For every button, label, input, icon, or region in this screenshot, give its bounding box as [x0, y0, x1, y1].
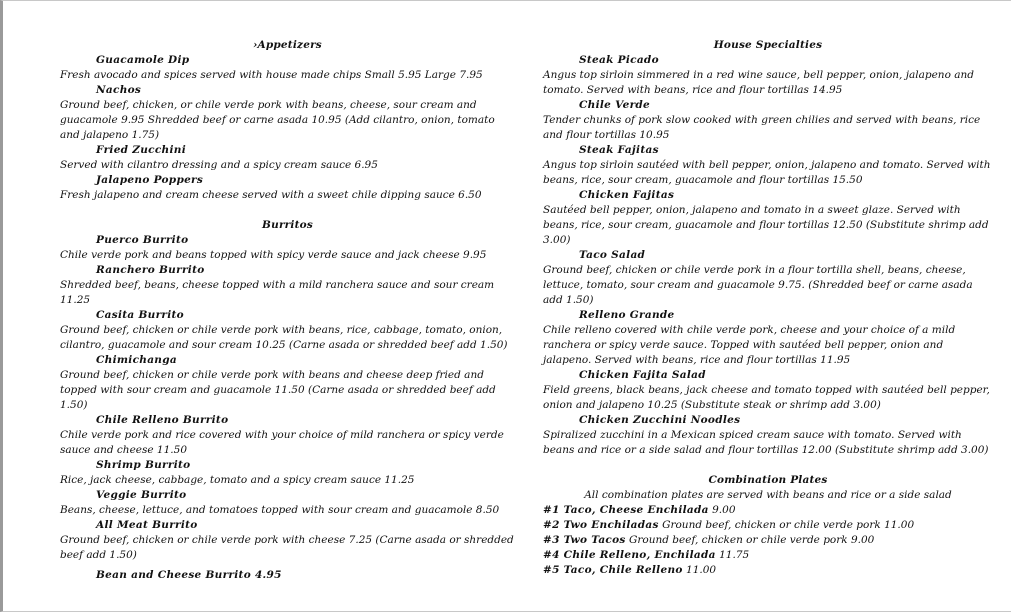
menu-item-description: Spiralized zucchini in a Mexican spiced cream sauce with tomato. Served with beans and rice or a side salad and flour tortillas 12.00 (Substitute shrimp add 3.00) — [543, 429, 989, 456]
menu-item-description: Chile verde pork and beans topped with spicy verde sauce and jack cheese 9.95 — [60, 249, 487, 261]
combo-label: #1 Taco, Cheese Enchilada — [543, 504, 709, 516]
combo-detail: Ground beef, chicken or chile verde pork 11.00 — [658, 519, 915, 531]
combo-detail: Ground beef, chicken or chile verde pork 9.00 — [625, 534, 875, 546]
menu-item-name: Relleno Grande — [579, 309, 675, 321]
menu-item-name: Steak Fajitas — [579, 144, 659, 156]
menu-item-name: Chicken Fajita Salad — [579, 369, 706, 381]
menu-item-name: Bean and Cheese Burrito 4.95 — [96, 569, 282, 581]
right-column — [543, 38, 993, 578]
combo-label: #2 Two Enchiladas — [543, 519, 659, 531]
menu-item-description: Angus top sirloin simmered in a red wine sauce, bell pepper, onion, jalapeno and tomato. Served with beans, rice and flour tortillas 14.95 — [543, 69, 974, 96]
menu-item-description: Shredded beef, beans, cheese topped with a mild ranchera sauce and sour cream 11.25 — [60, 279, 495, 306]
appetizers-heading: ›Appetizers — [253, 39, 322, 51]
combo-item — [543, 503, 993, 518]
menu-item-name: All Meat Burrito — [96, 519, 198, 531]
combo-item — [543, 548, 993, 563]
menu-item-description: Field greens, black beans, jack cheese and tomato topped with sautéed bell pepper, onion and jalapeno 10.25 (Substitute steak or shrimp add 3.00) — [543, 384, 990, 411]
menu-item-name: Puercο Burrito — [96, 234, 189, 246]
menu-item-description: Fresh jalapeno and cream cheese served with a sweet chile dipping sauce 6.50 — [60, 189, 482, 201]
menu-item-description: Chile relleno covered with chile verde pork, cheese and your choice of a mild ranchera or spicy verde sauce. Topped with sautéed bell pepper, onion and jalapeno. Served with beans, rice and flour tortillas 11.95 — [543, 324, 956, 366]
menu-item-name: Taco Salad — [579, 249, 646, 261]
menu-item-name: Steak Picado — [579, 54, 659, 66]
menu-item-description: Sautéed bell pepper, onion, jalapeno and tomato in a sweet glaze. Served with beans, rice, sour cream, guacamole and flour tortillas 12.50 (Substitute shrimp add 3.00) — [543, 204, 989, 246]
menu-item-name: Jalapeno Poppers — [96, 174, 204, 186]
combo-label: #5 Taco, Chile Relleno — [543, 564, 683, 576]
menu-item-name: Ranchero Burrito — [96, 264, 205, 276]
menu-item-description: Ground beef, chicken or chile verde pork in a flour tortilla shell, beans, cheese, lettuce, tomato, sour cream and guacamole 9.75. (Shredded beef or carne asada add 1.50) — [543, 264, 973, 306]
menu-item-description: Ground beef, chicken or chile verde pork with beans, rice, cabbage, tomato, onion, cilantro, guacamole and sour cream 10.25 (Carne asada or shredded beef add 1.50) — [60, 324, 508, 351]
menu-item-description: Rice, jack cheese, cabbage, tomato and a spicy cream sauce 11.25 — [60, 474, 415, 486]
menu-item-description: Chile verde pork and rice covered with your choice of mild ranchera or spicy verde sauce and cheese 11.50 — [60, 429, 504, 456]
burritos-heading: Burritos — [262, 219, 313, 231]
menu-item-description: Ground beef, chicken or chile verde pork with beans and cheese deep fried and topped with sour cream and guacamole 11.50 (Carne asada or shredded beef add 1.50) — [60, 369, 496, 411]
combo-label: #4 Chile Relleno, Enchilada — [543, 549, 716, 561]
menu-item-name: Guacamole Dip — [96, 54, 190, 66]
combo-item — [543, 518, 993, 533]
menu-item-description: Fresh avocado and spices served with house made chips Small 5.95 Large 7.95 — [60, 69, 483, 81]
house-specialties-heading: House Specialties — [713, 39, 823, 51]
left-column — [60, 38, 515, 583]
combo-item — [543, 533, 993, 548]
menu-item-description: Served with cilantro dressing and a spicy cream sauce 6.95 — [60, 159, 378, 171]
menu-item-name: Casita Burrito — [96, 309, 184, 321]
combo-detail: 11.00 — [682, 564, 717, 576]
combo-detail: 11.75 — [715, 549, 750, 561]
menu-item-name: Nachos — [96, 84, 142, 96]
menu-item-name: Chicken Zucchini Noodles — [579, 414, 741, 426]
combination-plates-subtitle: All combination plates are served with beans and rice or a side salad — [584, 489, 952, 501]
menu-item-description: Beans, cheese, lettuce, and tomatoes topped with sour cream and guacamole 8.50 — [60, 504, 500, 516]
menu-item-name: Chimichanga — [96, 354, 177, 366]
menu-item-description: Angus top sirloin sautéed with bell pepper, onion, jalapeno and tomato. Served with beans, rice, sour cream, guacamole and flour tortillas 15.50 — [543, 159, 991, 186]
combo-detail: 9.00 — [708, 504, 736, 516]
menu-item-description: Ground beef, chicken, or chile verde pork with beans, cheese, sour cream and guacamole 9.95 Shredded beef or carne asada 10.95 (Add cilantro, onion, tomato and jalapeno 1.75) — [60, 99, 495, 141]
menu-item-name: Fried Zucchini — [96, 144, 186, 156]
menu-item-name: Chile Relleno Burrito — [96, 414, 229, 426]
menu-item-name: Chile Verde — [579, 99, 651, 111]
menu-item-name: Veggie Burrito — [96, 489, 187, 501]
menu-item-description: Tender chunks of pork slow cooked with green chilies and served with beans, rice and flour tortillas 10.95 — [543, 114, 981, 141]
menu-item-name: Chicken Fajitas — [579, 189, 675, 201]
combo-item — [543, 563, 993, 578]
menu-item-description: Ground beef, chicken or chile verde pork with cheese 7.25 (Carne asada or shredded beef add 1.50) — [60, 534, 514, 561]
menu-item-name: Shrimp Burrito — [96, 459, 191, 471]
combo-label: #3 Two Tacos — [543, 534, 626, 546]
combination-plates-heading: Combination Plates — [708, 474, 828, 486]
